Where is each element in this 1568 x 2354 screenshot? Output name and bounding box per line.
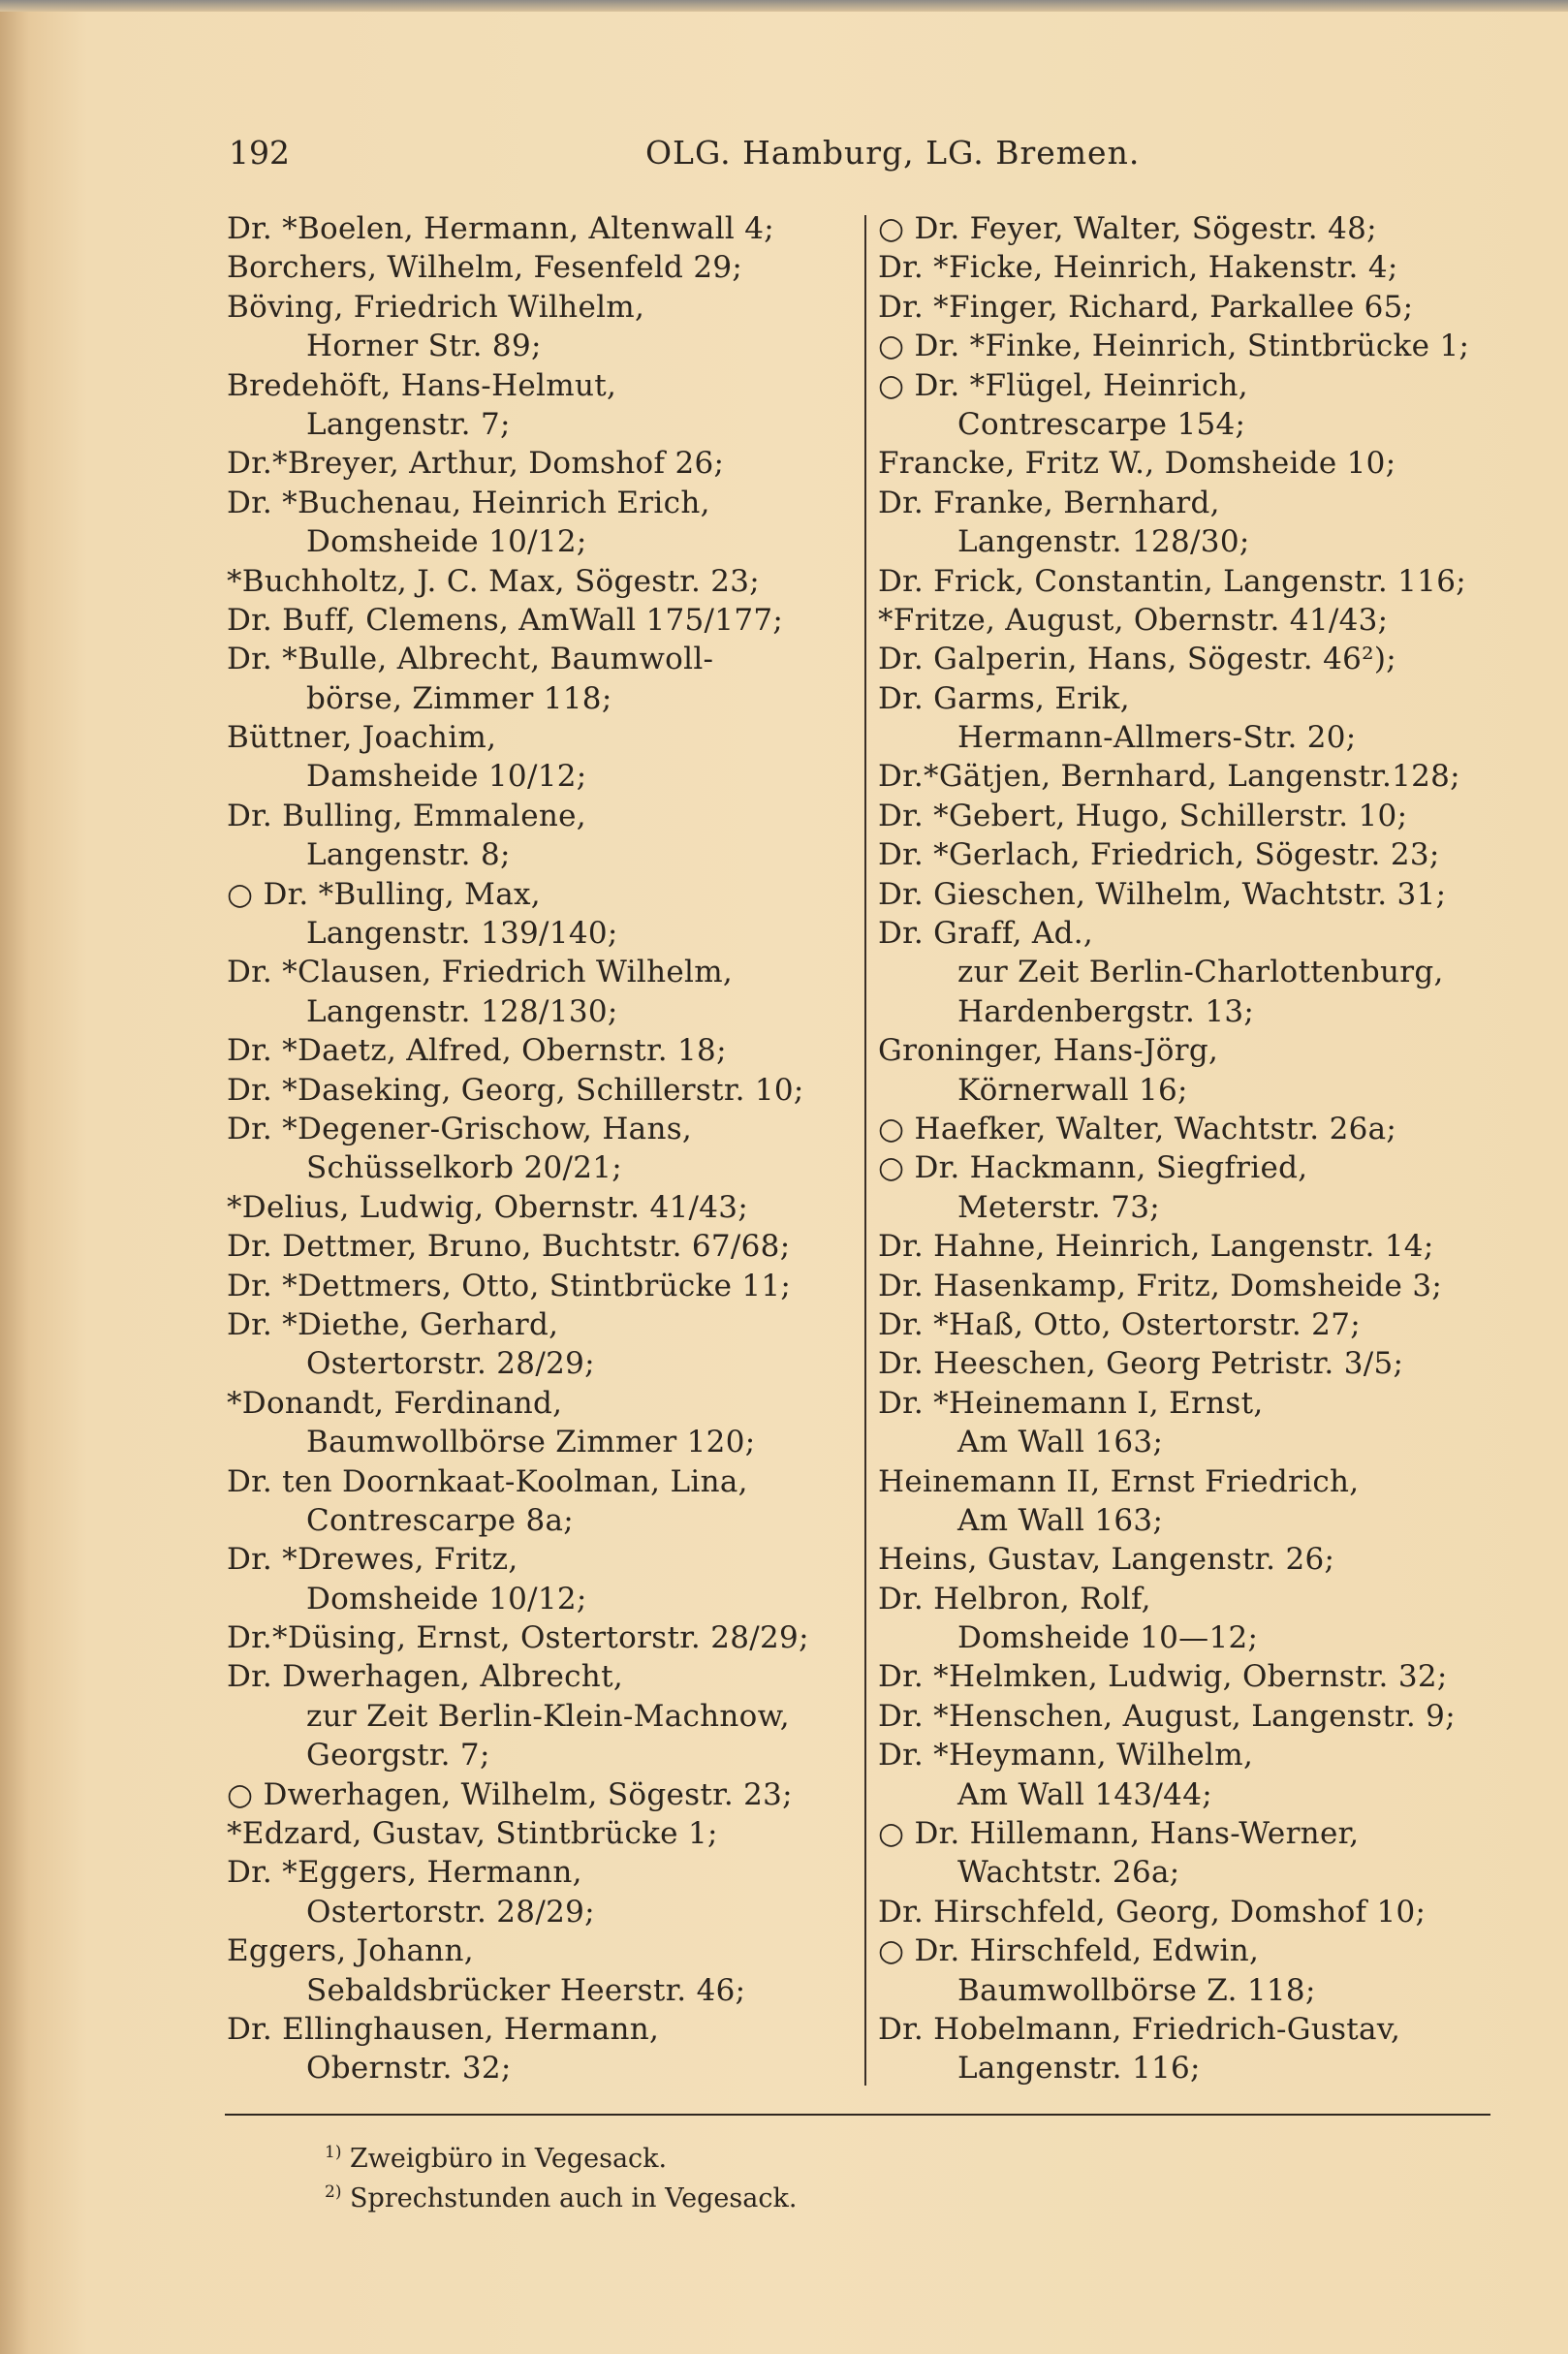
entry-line: *Edzard, Gustav, Stintbrücke 1; <box>227 1816 718 1852</box>
entry-continuation-line: Sebaldsbrücker Heerstr. 46; <box>306 1972 746 2008</box>
entry-continuation-line: Schüsselkorb 20/21; <box>306 1150 623 1186</box>
entry-line: Dr.*Breyer, Arthur, Domshof 26; <box>227 446 725 482</box>
entry-line: Dr. Hobelmann, Friedrich-Gustav, <box>878 2011 1401 2047</box>
entry-line: ○ Dr. Feyer, Walter, Sögestr. 48; <box>878 211 1377 246</box>
entry-line: Dr. Bulling, Emmalene, <box>227 798 586 833</box>
entry-continuation-line: Am Wall 143/44; <box>957 1776 1212 1812</box>
entry-continuation-line: Ostertorstr. 28/29; <box>306 1894 595 1930</box>
entry-continuation-line: Am Wall 163; <box>957 1502 1164 1538</box>
entry-line: Dr. Hirschfeld, Georg, Domshof 10; <box>878 1894 1427 1930</box>
entry-line: Bredehöft, Hans-Helmut, <box>227 367 617 403</box>
entry-line: ○ Haefker, Walter, Wachtstr. 26a; <box>878 1111 1397 1146</box>
entry-line: Dr. *Degener-Grischow, Hans, <box>227 1111 693 1146</box>
entry-continuation-line: Georgstr. 7; <box>306 1738 490 1773</box>
entry-continuation-line: Wachtstr. 26a; <box>957 1855 1180 1891</box>
entry-line: Dr. Frick, Constantin, Langenstr. 116; <box>878 563 1466 599</box>
entry-line: Dr.*Gätjen, Bernhard, Langenstr.128; <box>878 759 1460 795</box>
entry-line: Dr. *Buchenau, Heinrich Erich, <box>227 485 710 520</box>
entry-line: Dr. *Drewes, Fritz, <box>227 1542 518 1578</box>
column-divider <box>864 215 866 2086</box>
entry-line: Dr. Garms, Erik, <box>878 680 1130 716</box>
entry-line: Dr. Gieschen, Wilhelm, Wachtstr. 31; <box>878 876 1447 912</box>
entry-continuation-line: Hardenbergstr. 13; <box>957 993 1255 1029</box>
entry-line: Dr. *Henschen, August, Langenstr. 9; <box>878 1698 1456 1734</box>
footnotes <box>325 2136 797 2215</box>
entry-continuation-line: Langenstr. 139/140; <box>306 916 618 952</box>
entry-line: Dr. *Gerlach, Friedrich, Sögestr. 23; <box>878 837 1440 873</box>
entry-line: Dr. *Helmken, Ludwig, Obernstr. 32; <box>878 1659 1448 1695</box>
entry-continuation-line: Ostertorstr. 28/29; <box>306 1346 595 1382</box>
entry-line: Dr. Franke, Bernhard, <box>878 485 1220 520</box>
entry-continuation-line: Körnerwall 16; <box>957 1072 1188 1108</box>
entry-continuation-line: Contrescarpe 8a; <box>306 1502 575 1538</box>
entry-continuation-line: Damsheide 10/12; <box>306 759 587 795</box>
entry-line: ○ Dr. Hirschfeld, Edwin, <box>878 1933 1260 1969</box>
scan-edge <box>0 0 1568 12</box>
entry-continuation-line: Langenstr. 116; <box>957 2051 1201 2087</box>
entry-line: Dr. *Bulle, Albrecht, Baumwoll- <box>227 642 714 677</box>
entry-continuation-line: Obernstr. 32; <box>306 2051 512 2087</box>
entry-line: Dr. Helbron, Rolf, <box>878 1581 1151 1616</box>
entry-line: Francke, Fritz W., Domsheide 10; <box>878 446 1396 482</box>
entry-line: Dr. *Ficke, Heinrich, Hakenstr. 4; <box>878 250 1398 286</box>
entry-line: Dr.*Düsing, Ernst, Ostertorstr. 28/29; <box>227 1620 809 1656</box>
entry-line: Dr. *Boelen, Hermann, Altenwall 4; <box>227 211 775 246</box>
page-header <box>229 134 1508 176</box>
footnote-mark: 1) <box>325 2143 342 2162</box>
footnote-text: Zweigbüro in Vegesack. <box>350 2144 668 2174</box>
entry-continuation-line: Langenstr. 8; <box>306 837 511 873</box>
entry-line: *Buchholtz, J. C. Max, Sögestr. 23; <box>227 563 761 599</box>
entry-line: ○ Dwerhagen, Wilhelm, Sögestr. 23; <box>227 1776 793 1812</box>
entry-line: Dr. Heeschen, Georg Petristr. 3/5; <box>878 1346 1404 1382</box>
entry-line: Dr. Dettmer, Bruno, Buchtstr. 67/68; <box>227 1229 791 1265</box>
entry-line: Dr. Ellinghausen, Hermann, <box>227 2011 660 2047</box>
entry-line: Dr. Dwerhagen, Albrecht, <box>227 1659 623 1695</box>
entry-line: Dr. Buff, Clemens, AmWall 175/177; <box>227 602 784 638</box>
entry-line: Dr. *Eggers, Hermann, <box>227 1855 582 1891</box>
entry-line: Groninger, Hans-Jörg, <box>878 1033 1219 1069</box>
footnote-text: Sprechstunden auch in Vegesack. <box>350 2183 798 2213</box>
entry-continuation-line: Baumwollbörse Zimmer 120; <box>306 1425 756 1460</box>
entry-continuation-line: Domsheide 10/12; <box>306 1581 587 1616</box>
entry-continuation-line: Baumwollbörse Z. 118; <box>957 1972 1316 2008</box>
footnote-mark: 2) <box>325 2182 342 2202</box>
entry-line: ○ Dr. Hackmann, Siegfried, <box>878 1150 1308 1186</box>
entry-line: *Donandt, Ferdinand, <box>227 1385 563 1421</box>
entry-continuation-line: zur Zeit Berlin-Klein-Machnow, <box>306 1698 790 1734</box>
entry-continuation-line: Contrescarpe 154; <box>957 406 1246 442</box>
entry-line: Dr. *Dettmers, Otto, Stintbrücke 11; <box>227 1268 792 1303</box>
entry-line: Dr. ten Doornkaat-Koolman, Lina, <box>227 1463 748 1499</box>
entry-line: Dr. *Gebert, Hugo, Schillerstr. 10; <box>878 798 1408 833</box>
entry-continuation-line: Langenstr. 128/30; <box>957 524 1250 560</box>
entry-line: *Fritze, August, Obernstr. 41/43; <box>878 602 1389 638</box>
entry-continuation-line: börse, Zimmer 118; <box>306 680 612 716</box>
entry-line: Büttner, Joachim, <box>227 720 497 756</box>
entry-line: Dr. Hahne, Heinrich, Langenstr. 14; <box>878 1229 1434 1265</box>
entry-line: Borchers, Wilhelm, Fesenfeld 29; <box>227 250 743 286</box>
entry-line: ○ Dr. Hillemann, Hans-Werner, <box>878 1816 1360 1852</box>
entry-line: Dr. *Daseking, Georg, Schillerstr. 10; <box>227 1072 804 1108</box>
entry-line: Dr. *Heymann, Wilhelm, <box>878 1738 1254 1773</box>
entry-line: Dr. *Diethe, Gerhard, <box>227 1306 559 1342</box>
entry-line: ○ Dr. *Flügel, Heinrich, <box>878 367 1248 403</box>
page-number: 192 <box>229 134 290 172</box>
entry-continuation-line: Hermann-Allmers-Str. 20; <box>957 720 1357 756</box>
entry-line: Heins, Gustav, Langenstr. 26; <box>878 1542 1335 1578</box>
running-title: OLG. Hamburg, LG. Bremen. <box>645 134 1141 172</box>
entry-continuation-line: Langenstr. 128/130; <box>306 993 618 1029</box>
entry-line: Böving, Friedrich Wilhelm, <box>227 289 645 325</box>
right-column <box>878 209 1508 2088</box>
entry-line: Dr. *Haß, Otto, Ostertorstr. 27; <box>878 1306 1361 1342</box>
entry-continuation-line: Langenstr. 7; <box>306 406 511 442</box>
entry-line: Dr. Galperin, Hans, Sögestr. 46²); <box>878 642 1397 677</box>
entry-continuation-line: Domsheide 10—12; <box>957 1620 1259 1656</box>
entry-line: Dr. Graff, Ad., <box>878 916 1094 952</box>
entry-continuation-line: Domsheide 10/12; <box>306 524 587 560</box>
left-column <box>227 209 857 2088</box>
entry-line: ○ Dr. *Finke, Heinrich, Stintbrücke 1; <box>878 329 1470 364</box>
entry-line: *Delius, Ludwig, Obernstr. 41/43; <box>227 1189 749 1225</box>
entry-line: Dr. *Finger, Richard, Parkallee 65; <box>878 289 1414 325</box>
entry-continuation-line: Am Wall 163; <box>957 1425 1164 1460</box>
footnote-rule <box>225 2114 1490 2116</box>
entry-line: Dr. *Heinemann I, Ernst, <box>878 1385 1264 1421</box>
footnote <box>325 2176 797 2215</box>
entry-line: Eggers, Johann, <box>227 1933 474 1969</box>
entry-line: Heinemann II, Ernst Friedrich, <box>878 1463 1360 1499</box>
entry-continuation-line: Horner Str. 89; <box>306 329 542 364</box>
footnote <box>325 2136 797 2176</box>
entry-continuation-line: zur Zeit Berlin-Charlottenburg, <box>957 955 1444 990</box>
entry-line: ○ Dr. *Bulling, Max, <box>227 876 541 912</box>
entry-line: Dr. Hasenkamp, Fritz, Domsheide 3; <box>878 1268 1443 1303</box>
entry-line: Dr. *Daetz, Alfred, Obernstr. 18; <box>227 1033 727 1069</box>
entry-line: Dr. *Clausen, Friedrich Wilhelm, <box>227 955 734 990</box>
entry-continuation-line: Meterstr. 73; <box>957 1189 1160 1225</box>
